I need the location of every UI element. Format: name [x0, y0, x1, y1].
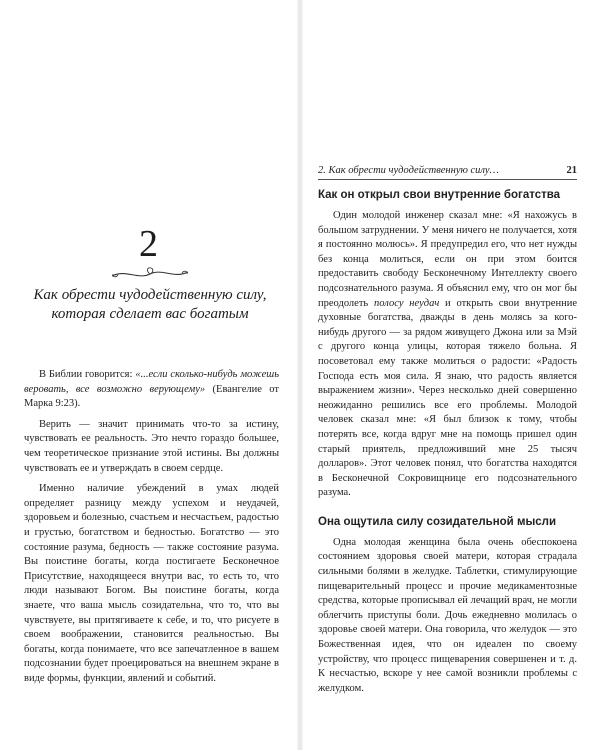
chapter-title [10, 286, 290, 324]
section-1-italic: полосу неудач [374, 297, 440, 309]
page-number: 21 [566, 165, 577, 176]
section-1-text [318, 209, 577, 501]
left-body-text [24, 368, 279, 686]
section-2-heading: Она ощутила силу созидательной мысли [318, 515, 557, 528]
flourish-ornament-icon [110, 265, 190, 283]
running-title: 2. Как обрести чудодейственную силу… [318, 165, 499, 176]
section-1-text-a: Один молодой инженер сказал мне: «Я нахожусь в большом затруднении. У меня ничего не получается, хотя я постоянно молюсь». Я предупредил его, что нет нужды без конца молиться, если он при этом боится предоставить свободу Бесконечному Интеллекту своего подсознательного разума. Я объяснил ему, что он мог бы преодолеть [318, 210, 577, 309]
section-2-text: Одна молодая женщина была очень обеспокоена состоянием здоровья своей матери, которая страдала сильными болями в желудке. Таблетки, стимулирующие пищеварительный процесс и прочие медикаментозные средства, которые прописывал ей лечащий врач, не могли облегчить приступы боли. Дочь ежедневно молилась о здоровье своей матери. Она говорила, что желудок — это Божественная идея, что он идеален по своему устройству, что процесс пищеварения совершенен и т. д. К несчастью, вскоре у нее самой возникли проблемы с желудком. [318, 536, 577, 694]
section-1-heading: Как он открыл свои внутренние богатства [318, 189, 561, 201]
para1-lead: В Библии говорится: [39, 369, 136, 380]
right-page [303, 0, 600, 750]
para1-quote: «...если сколько-нибудь можешь веровать, все возможно верующему» [24, 369, 280, 395]
right-body-text [318, 188, 577, 696]
chapter-number: 2 [139, 223, 158, 265]
section-1-text-b: и открыть свои внутренние духовные богатства, дважды в день молясь за кого-нибудь другого — за рядом живущего Джона или за Мэй с другого конца улицы, которая тяжело больна. Я посоветовал ему также молиться о радости: «Радость Господа есть моя сила. Я знаю, что радость является выражением жизни». Через несколько дней совершенно неожиданно решились все его проблемы. Молодой человек сказал мне: «Я был близок к тому, чтобы потерять все, когда вдруг мне на помощь пришел один старый приятель, предложивший мне 25 тысяч долларов». Этот человек понял, что богатства находятся в Бесконечной Сокровищнице его подсознательного разума. [318, 297, 577, 499]
paragraph-2: Верить — значит принимать что-то за истину, чувствовать ее реальность. Это нечто гораздо большее, чем теоретическое признание этой истины. Вы должны чувствовать ее и утверждать в своем сердце. [24, 418, 279, 474]
para1-reference: (Евангелие от Марка 9:23). [24, 383, 279, 410]
chapter-title-line-2: которая сделает вас богатым [51, 306, 249, 322]
running-header [318, 165, 577, 180]
chapter-title-line-1: Как обрести чудодейственную силу, [33, 287, 267, 303]
bible-quote-paragraph [24, 368, 279, 412]
paragraph-3: Именно наличие убеждений в умах людей определяет разницу между успехом и неудачей, здоровьем и болезнью, счастьем и несчастьем, радостью и грустью, богатством и бедностью. Богатство — это состояние разума, бедность — также состояние разума. Вы поистине богаты, когда постигаете Бесконечное Присутствие, находящееся внутри вас, то есть то, что люди называют Богом. Вы поистине богаты, когда знаете, что ваша мысль созидательна, что то, что вы чувствуете, вы притягиваете к себе, и то, что рисуете в своем воображении, становится реальностью. Вы богаты, когда понимаете, что все запечатленное в вашем подсознании будет проецироваться на внешнем экране в виде формы, функции, явлений и событий. [24, 483, 279, 684]
left-page [0, 0, 297, 750]
